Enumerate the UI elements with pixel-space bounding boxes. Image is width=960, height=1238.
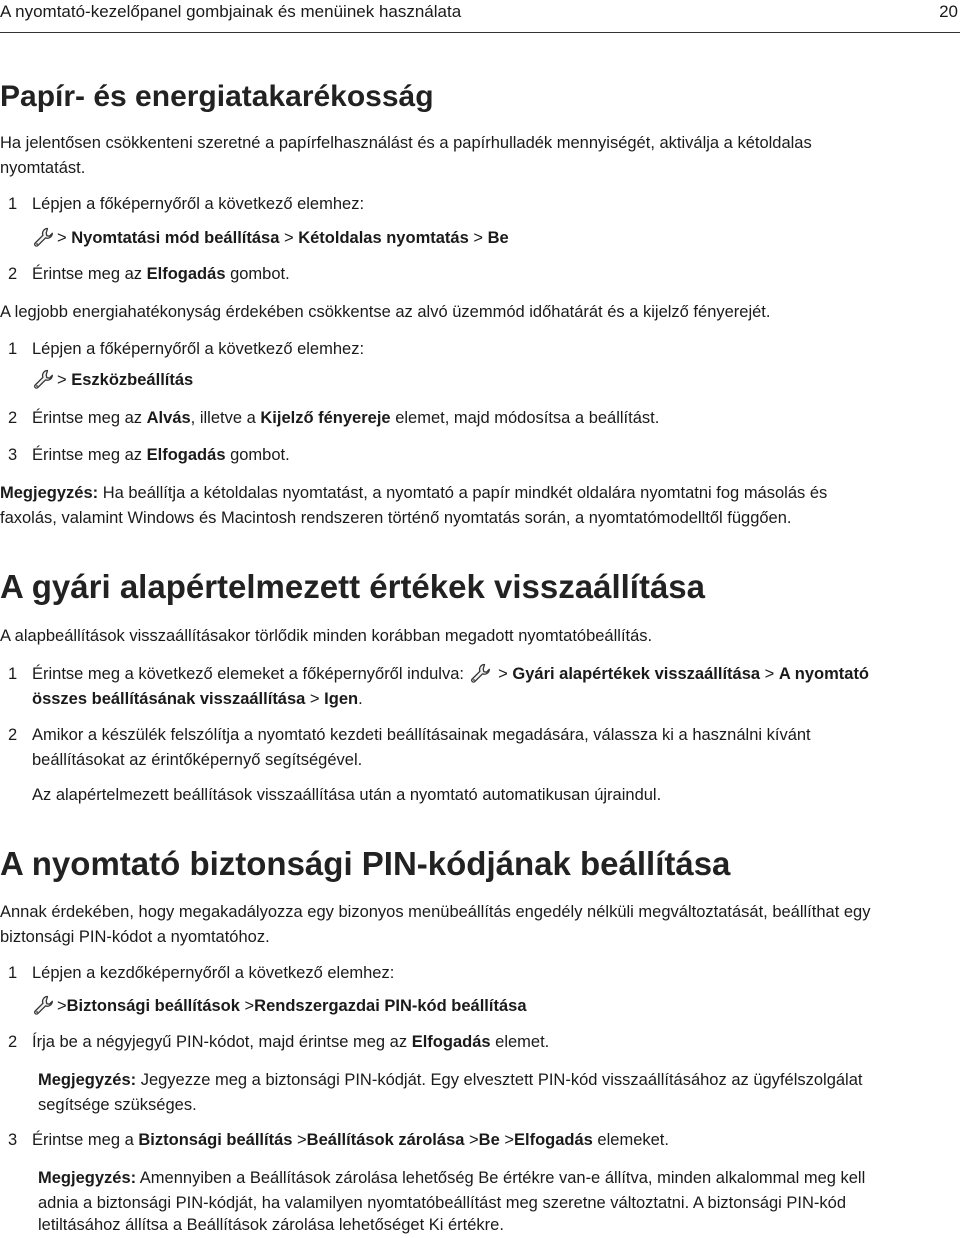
- path-item-device-settings: Eszközbeállítás: [71, 371, 194, 389]
- step-text-part: gombot.: [225, 446, 290, 464]
- step-text: [32, 1128, 669, 1153]
- step-text-line-2: [32, 687, 363, 712]
- intro-line-2: nyomtatást.: [0, 159, 86, 177]
- step-text: [32, 1030, 549, 1055]
- section-heading-pin: A nyomtató biztonsági PIN-kódjának beállítása: [0, 845, 731, 882]
- path-item-restore-all: A nyomtató: [778, 665, 870, 683]
- note-line-2: faxolás, valamint Windows és Macintosh rendszeren történő nyomtatás során, a nyomtatómodelltől függően.: [0, 509, 792, 527]
- note-line-3: letiltásához állítsa a Beállítások zárolása lehetőséget Ki értékre.: [38, 1216, 504, 1234]
- note-text: Amennyiben a Beállítások zárolása lehetőség Be értékre van-e állítva, minden alkalommal meg kell: [136, 1169, 866, 1187]
- step-text-line-1: [32, 662, 869, 687]
- step-number: 2: [8, 726, 18, 744]
- accept-label: Elfogadás: [411, 1033, 491, 1051]
- reset-intro: A alapbeállítások visszaállításakor törlődik minden korábban megadott nyomtatóbeállítás.: [0, 627, 653, 645]
- path-item-restore-all: összes beállításának visszaállítása: [32, 690, 306, 708]
- path-item-settings-lock: Beállítások zárolása: [306, 1131, 465, 1149]
- step-text-part: elemeket.: [592, 1131, 669, 1149]
- page-number: 20: [939, 2, 958, 21]
- step-text-line-2: beállításokat az érintőképernyő segítségével.: [32, 751, 363, 769]
- path-item-on: Be: [478, 1131, 500, 1149]
- step-text-part: Érintse meg az: [32, 409, 147, 427]
- note-label: Megjegyzés:: [38, 1169, 137, 1187]
- path-separator: >: [292, 1131, 307, 1149]
- step-subnote: Az alapértelmezett beállítások visszaállítása után a nyomtató automatikusan újraindul.: [32, 786, 662, 804]
- note-text: Ha beállítja a kétoldalas nyomtatást, a nyomtató a papír mindkét oldalára nyomtatni fog másolás és: [98, 484, 828, 502]
- accept-label: Elfogadás: [146, 265, 226, 283]
- path-separator: >: [760, 665, 779, 683]
- note-line-2: segítsége szükséges.: [38, 1096, 197, 1114]
- step-text: Lépjen a főképernyőről a következő elemhez:: [32, 340, 365, 358]
- step-text-part: .: [358, 690, 363, 708]
- step-number: 1: [8, 195, 18, 213]
- step-text-part: gombot.: [225, 265, 290, 283]
- intro-line-1: Ha jelentősen csökkenteni szeretné a papírfelhasználást és a papírhulladék mennyiségét, aktiválja a kétoldalas: [0, 134, 812, 152]
- step-number: 2: [8, 409, 18, 427]
- path-item-yes: Igen: [324, 690, 359, 708]
- note-text: Jegyezze meg a biztonsági PIN-kódját. Egy elvesztett PIN-kód visszaállításához az ügyfélszolgálat: [136, 1071, 863, 1089]
- wrench-icon: [469, 662, 491, 684]
- step-number: 2: [8, 265, 18, 283]
- step-text: [32, 443, 290, 468]
- path-item-duplex: Kétoldalas nyomtatás: [298, 229, 469, 247]
- path-separator: >: [464, 1131, 479, 1149]
- pin-intro-line-1: Annak érdekében, hogy megakadályozza egy bizonyos menübeállítás engedély nélküli megváltoztatását, beállíthat egy: [0, 903, 871, 921]
- step-text: [32, 262, 290, 287]
- wrench-icon: [32, 226, 54, 248]
- sleep-label: Alvás: [146, 409, 191, 427]
- step-number: 1: [8, 665, 18, 683]
- step-number: 3: [8, 446, 18, 464]
- path-separator: >: [468, 229, 488, 247]
- step-text-part: , illetve a: [190, 409, 261, 427]
- step-text-line-1: Amikor a készülék felszólítja a nyomtató kezdeti beállításainak megadására, válassza ki a használni kívánt: [32, 726, 811, 744]
- step-number: 2: [8, 1033, 18, 1051]
- note-line-1: [0, 481, 827, 506]
- step-text-part: Írja be a négyjegyű PIN-kódot, majd érintse meg az: [32, 1033, 412, 1051]
- step-number: 1: [8, 964, 18, 982]
- step-text-part: Érintse meg a: [32, 1131, 139, 1149]
- path-item-print-mode: Nyomtatási mód beállítása: [71, 229, 280, 247]
- step-text-part: Érintse meg a következő elemeket a főképernyőről indulva:: [32, 665, 469, 683]
- accept-label: Elfogadás: [146, 446, 226, 464]
- menu-path: [32, 226, 509, 251]
- step-text: Lépjen a kezdőképernyőről a következő elemhez:: [32, 964, 395, 982]
- step-number: 1: [8, 340, 18, 358]
- path-separator: >: [499, 1131, 514, 1149]
- path-separator: >: [57, 371, 72, 389]
- brightness-label: Kijelző fényereje: [260, 409, 391, 427]
- note-line-2: adnia a biztonsági PIN-kódját, ha valamilyen nyomtatóbeállítást meg szeretne változtatni. A biztonsági PIN-kód: [38, 1194, 847, 1212]
- step-text-part: Érintse meg az: [32, 446, 147, 464]
- path-item-security-settings: Biztonsági beállítások: [66, 997, 240, 1015]
- path-separator: >: [493, 665, 513, 683]
- path-separator: >: [279, 229, 299, 247]
- step-text: [32, 406, 659, 431]
- path-separator: >: [239, 997, 255, 1015]
- menu-path: [32, 994, 527, 1019]
- menu-path: [32, 368, 193, 393]
- accept-label: Elfogadás: [513, 1131, 593, 1149]
- note-line-1: [38, 1068, 862, 1093]
- energy-text: A legjobb energiahatékonyság érdekében csökkentse az alvó üzemmód időhatárát és a kijelző fényerejét.: [0, 303, 771, 321]
- section-heading-energy: Papír- és energiatakarékosság: [0, 80, 434, 113]
- path-separator: >: [305, 690, 325, 708]
- path-item-factory-defaults: Gyári alapértékek visszaállítása: [512, 665, 761, 683]
- step-text-part: Érintse meg az: [32, 265, 147, 283]
- path-separator: >: [57, 997, 67, 1015]
- page-header: [0, 0, 960, 33]
- path-item-security-setting: Biztonsági beállítás: [138, 1131, 293, 1149]
- step-text-part: elemet.: [490, 1033, 550, 1051]
- step-text-part: elemet, majd módosítsa a beállítást.: [390, 409, 660, 427]
- wrench-icon: [32, 368, 54, 390]
- step-text: Lépjen a főképernyőről a következő elemhez:: [32, 195, 365, 213]
- step-number: 3: [8, 1131, 18, 1149]
- section-heading-factory-reset: A gyári alapértelmezett értékek visszaállítása: [0, 568, 706, 605]
- note-label: Megjegyzés:: [38, 1071, 137, 1089]
- path-item-on: Be: [487, 229, 509, 247]
- note-line-1: [38, 1166, 865, 1191]
- note-label: Megjegyzés:: [0, 484, 99, 502]
- path-separator: >: [57, 229, 72, 247]
- pin-intro-line-2: biztonsági PIN-kódot a nyomtatóhoz.: [0, 928, 270, 946]
- wrench-icon: [32, 994, 54, 1016]
- path-item-admin-pin: Rendszergazdai PIN-kód beállítása: [254, 997, 527, 1015]
- running-title: A nyomtató-kezelőpanel gombjainak és menüinek használata: [0, 2, 462, 21]
